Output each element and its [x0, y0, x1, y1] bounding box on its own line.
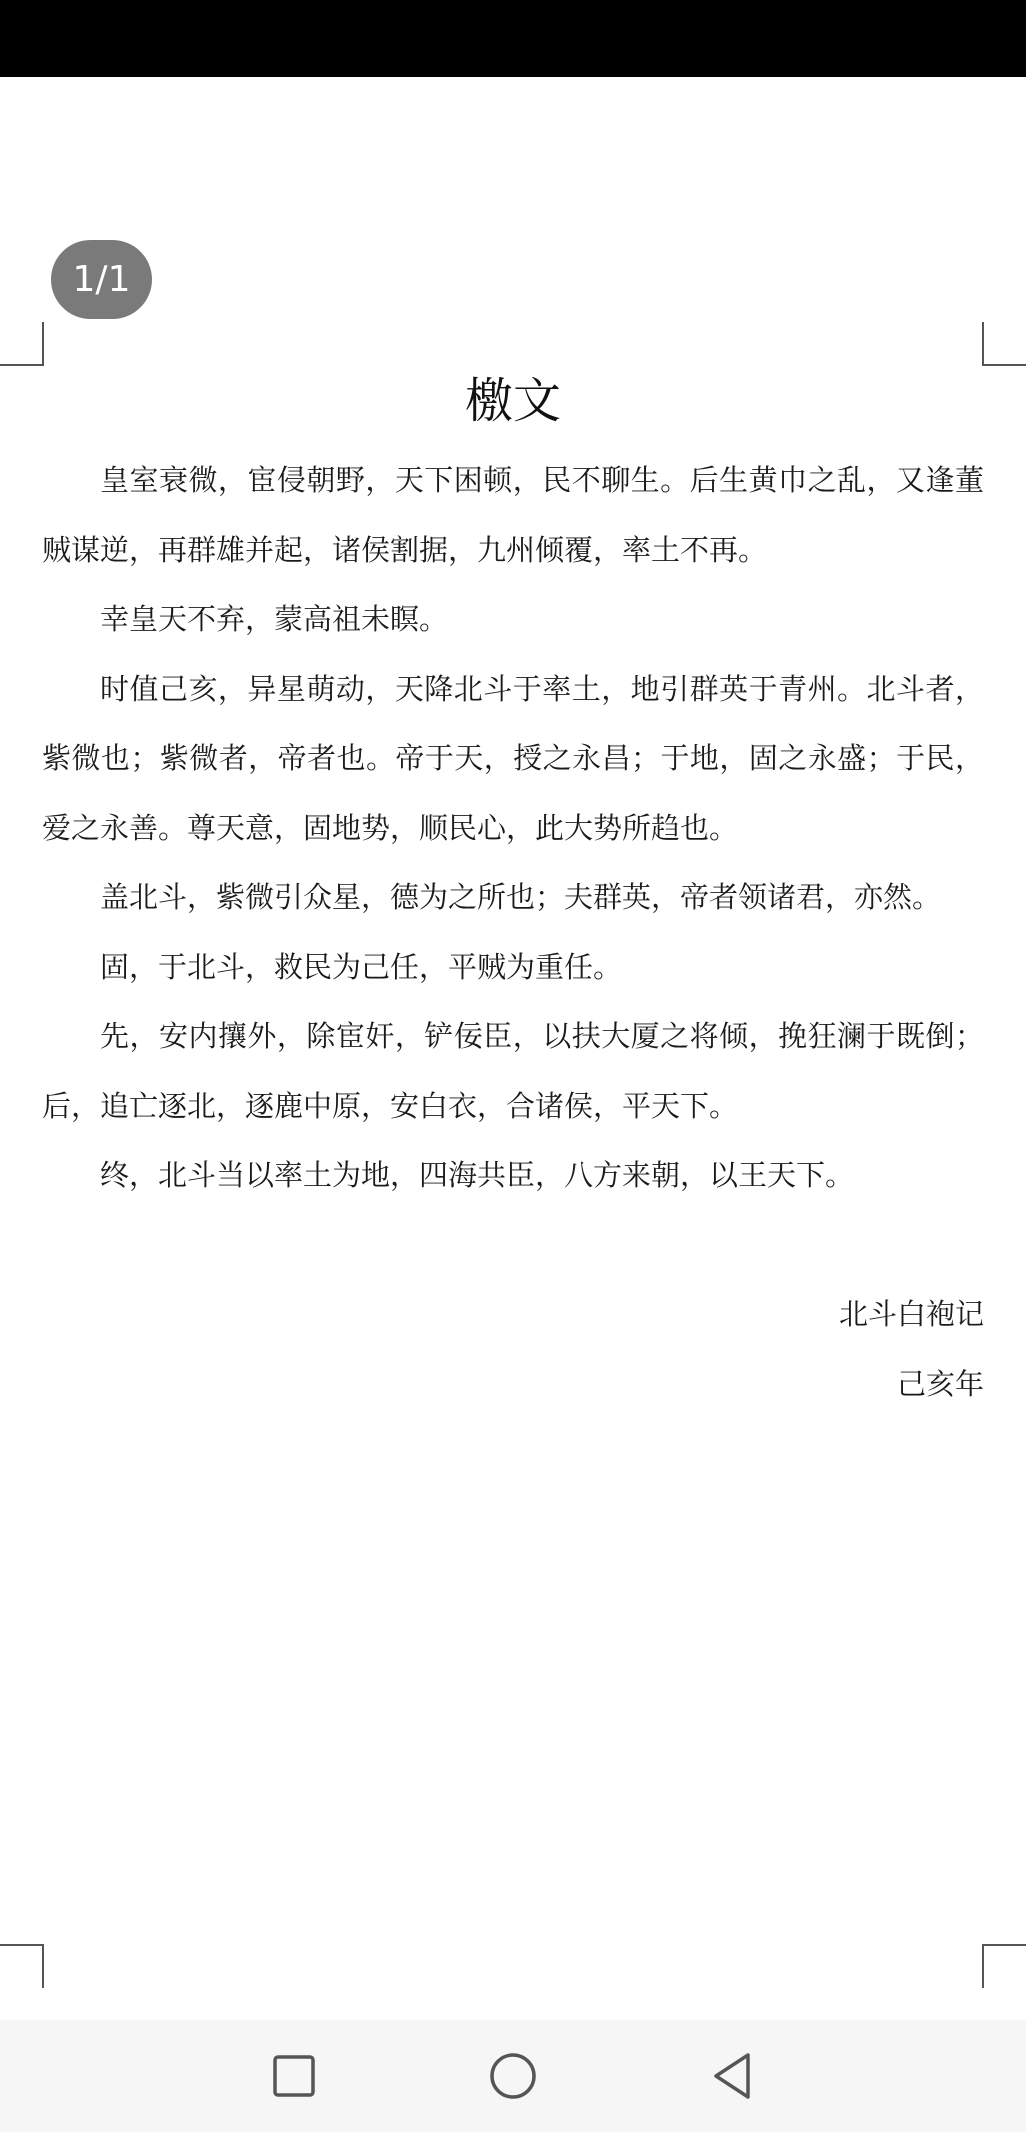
square-icon: [272, 2054, 316, 2098]
recent-apps-button[interactable]: [258, 2040, 330, 2112]
status-bar: [0, 0, 1026, 77]
paragraph: 幸皇天不弃，蒙高祖未瞑。: [100, 602, 449, 636]
signature: 北斗白袍记: [838, 1297, 984, 1331]
triangle-back-icon: [708, 2051, 756, 2101]
crop-mark-top-left: [0, 322, 44, 366]
back-button[interactable]: [696, 2040, 768, 2112]
page-indicator: 1/1: [51, 240, 152, 319]
document-signoff: [42, 1280, 984, 1419]
navigation-bar: [0, 2020, 1026, 2132]
paragraph: 皇室衰微，宦侵朝野，天下困顿，民不聊生。后生黄巾之乱，又逢董贼谋逆，再群雄并起，诸侯割据，九州倾覆，率土不再。: [42, 463, 984, 567]
date: 己亥年: [896, 1366, 984, 1401]
paragraph: 先，安内攘外，除宦奸，铲佞臣，以扶大厦之将倾，挽狂澜于既倒；后，追亡逐北，逐鹿中原，安白衣，合诸侯，平天下。: [42, 1019, 984, 1123]
circle-icon: [488, 2051, 538, 2101]
crop-mark-bottom-left: [0, 1944, 44, 1988]
paragraph: 盖北斗，紫微引众星，德为之所也；夫群英，帝者领诸君，亦然。: [100, 880, 942, 914]
crop-mark-bottom-right: [982, 1944, 1026, 1988]
home-button[interactable]: [477, 2040, 549, 2112]
document-body: [42, 446, 984, 1211]
paragraph: 时值己亥，异星萌动，天降北斗于率土，地引群英于青州。北斗者，紫微也；紫微者，帝者也。帝于天，授之永昌；于地，固之永盛；于民，爱之永善。尊天意，固地势，顺民心，此大势所趋也。: [42, 671, 984, 845]
paragraph: 固，于北斗，救民为己任，平贼为重任。: [100, 949, 623, 984]
paragraph: 终，北斗当以率土为地，四海共臣，八方来朝，以王天下。: [100, 1158, 855, 1192]
document-title: 檄文: [464, 373, 561, 429]
crop-mark-top-right: [982, 322, 1026, 366]
